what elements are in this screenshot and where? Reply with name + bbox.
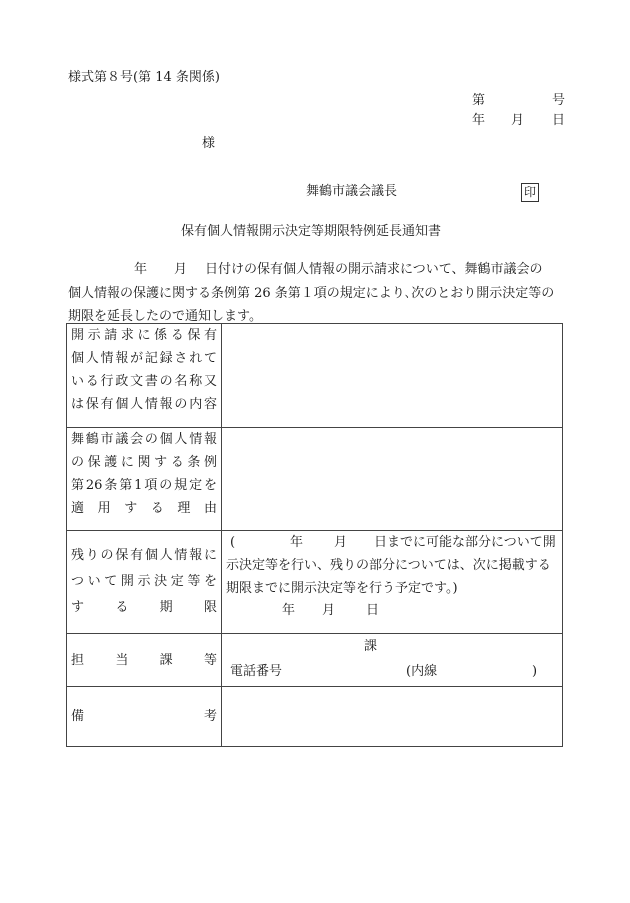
label-line: 担 当 課 等 (71, 652, 217, 668)
value-remarks[interactable] (222, 687, 563, 747)
label-document-name (67, 324, 222, 428)
sender-name: 舞鶴市議会議長 (306, 184, 398, 199)
label-line: は保有個人情報の内容 (71, 397, 217, 412)
label-line: 第26条第1項の規定を (71, 478, 217, 493)
recipient-suffix: 様 (202, 136, 216, 151)
form-table (66, 323, 563, 747)
deadline-line-2: 示決定等を行い、残りの部分については、次に掲載する (226, 558, 551, 573)
body-line-2: 個人情報の保護に関する条例第 26 条第１項の規定により､次のとおり開示決定等の (68, 286, 555, 301)
extension-open: (内線 (406, 664, 438, 679)
date-month: 月 (511, 113, 525, 128)
label-line: ついて開示決定等を (71, 574, 217, 589)
deadline-year: 年 (290, 535, 304, 550)
final-month: 月 (322, 603, 336, 618)
body-line-3: 期限を延長したので通知します。 (68, 309, 262, 324)
seal-mark: 印 (521, 183, 539, 202)
deadline-line-1: 日までに可能な部分について開 (374, 535, 556, 550)
row-remarks (67, 687, 563, 747)
document-title: 保有個人情報開示決定等期限特例延長通知書 (181, 224, 442, 239)
label-remarks (67, 687, 222, 747)
document-number-prefix: 第 (472, 93, 486, 108)
body-paragraph (68, 259, 568, 328)
row-document-name (67, 324, 563, 428)
document-number-suffix: 号 (552, 93, 566, 108)
date-day: 日 (552, 113, 566, 128)
body-year: 年 (134, 262, 148, 277)
value-deadline[interactable] (222, 531, 563, 634)
label-line: 個人情報が記録されて (71, 351, 217, 366)
form-number: 様式第８号(第 14 条関係) (68, 70, 220, 85)
value-reason[interactable] (222, 428, 563, 531)
body-line-1: 日付けの保有個人情報の開示請求について、舞鶴市議会の (205, 262, 543, 277)
department-suffix: 課 (364, 639, 378, 654)
label-line: す る 期 限 (71, 600, 217, 615)
deadline-line-3: 期限までに開示決定等を行う予定です。) (226, 581, 458, 596)
label-line: 残りの保有個人情報に (71, 548, 217, 563)
label-department (67, 634, 222, 687)
final-day: 日 (366, 603, 380, 618)
label-line: いる行政文書の名称又 (71, 374, 217, 389)
label-line: 開示請求に係る保有 (71, 328, 217, 343)
value-department[interactable] (222, 634, 563, 687)
extension-close: ) (532, 664, 538, 679)
label-line: の保護に関する条例 (71, 455, 217, 470)
label-deadline (67, 531, 222, 634)
label-line: 適 用 す る 理 由 (71, 501, 217, 516)
deadline-month: 月 (334, 535, 348, 550)
label-line: 舞鶴市議会の個人情報 (71, 432, 217, 447)
label-reason (67, 428, 222, 531)
label-line: 備 考 (71, 709, 217, 724)
phone-label: 電話番号 (230, 664, 283, 679)
value-document-name[interactable] (222, 324, 563, 428)
row-department (67, 634, 563, 687)
row-deadline (67, 531, 563, 634)
row-reason (67, 428, 563, 531)
date-year: 年 (472, 113, 486, 128)
body-month: 月 (174, 262, 188, 277)
open-paren: ( (230, 535, 236, 550)
final-year: 年 (282, 603, 296, 618)
